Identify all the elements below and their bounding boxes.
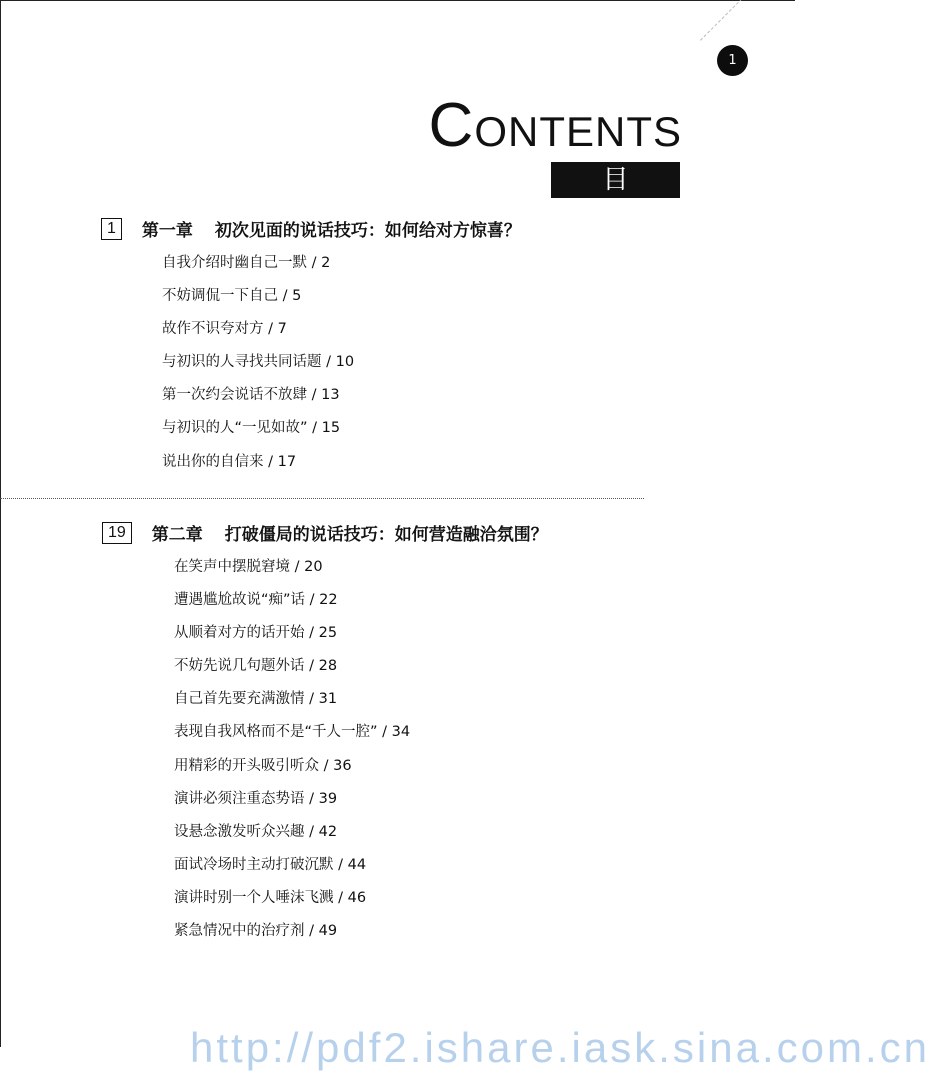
page-number-badge: 1 xyxy=(717,45,748,76)
toc-item[interactable]: 在笑声中摆脱窘境 / 20 xyxy=(174,559,323,575)
chapter-page-number: 1 xyxy=(101,218,122,240)
toc-item[interactable]: 遭遇尴尬故说“痴”话 / 22 xyxy=(174,592,338,608)
toc-item[interactable]: 与初识的人“一见如故” / 15 xyxy=(162,420,341,436)
chapter-title: 初次见面的说话技巧：如何给对方惊喜？ xyxy=(214,221,521,241)
toc-item[interactable]: 不妨调侃一下自己 / 5 xyxy=(162,288,302,304)
chapter-heading xyxy=(102,520,548,545)
page-top-border xyxy=(0,0,795,1)
corner-decoration xyxy=(700,0,778,41)
toc-item[interactable]: 紧急情况中的治疗剂 / 49 xyxy=(174,923,338,939)
chapter-page-number: 19 xyxy=(102,522,132,544)
contents-subtitle: 目 录 xyxy=(551,162,680,198)
watermark-url: http://pdf2.ishare.iask.sina.com.cn xyxy=(190,1024,930,1071)
chapter-title: 打破僵局的说话技巧：如何营造融洽氛围？ xyxy=(224,525,548,545)
toc-item[interactable]: 说出你的自信来 / 17 xyxy=(162,454,297,470)
chapter-heading xyxy=(101,216,521,241)
toc-item[interactable]: 面试冷场时主动打破沉默 / 44 xyxy=(174,857,367,873)
contents-title: CONTENTS xyxy=(428,91,682,160)
toc-item[interactable]: 自我介绍时幽自己一默 / 2 xyxy=(162,255,331,271)
toc-item[interactable]: 设悬念激发听众兴趣 / 42 xyxy=(174,824,338,840)
toc-item[interactable]: 表现自我风格而不是“千人一腔” / 34 xyxy=(174,724,411,740)
chapter-name: 第一章 xyxy=(141,221,193,241)
toc-item[interactable]: 不妨先说几句题外话 / 28 xyxy=(174,658,338,674)
toc-item[interactable]: 演讲必须注重态势语 / 39 xyxy=(174,791,338,807)
toc-item[interactable]: 第一次约会说话不放肆 / 13 xyxy=(162,387,340,403)
toc-item[interactable]: 自己首先要充满激情 / 31 xyxy=(174,691,338,707)
toc-item[interactable]: 故作不识夸对方 / 7 xyxy=(162,321,287,337)
contents-title-rest: ONTENTS xyxy=(474,108,682,155)
toc-item[interactable]: 演讲时别一个人唾沫飞溅 / 46 xyxy=(174,890,367,906)
chapter-name: 第二章 xyxy=(151,525,203,545)
toc-item[interactable]: 用精彩的开头吸引听众 / 36 xyxy=(174,758,352,774)
page-left-border xyxy=(0,0,1,1047)
toc-item[interactable]: 与初识的人寻找共同话题 / 10 xyxy=(162,354,355,370)
section-divider xyxy=(0,498,644,499)
toc-item[interactable]: 从顺着对方的话开始 / 25 xyxy=(174,625,338,641)
